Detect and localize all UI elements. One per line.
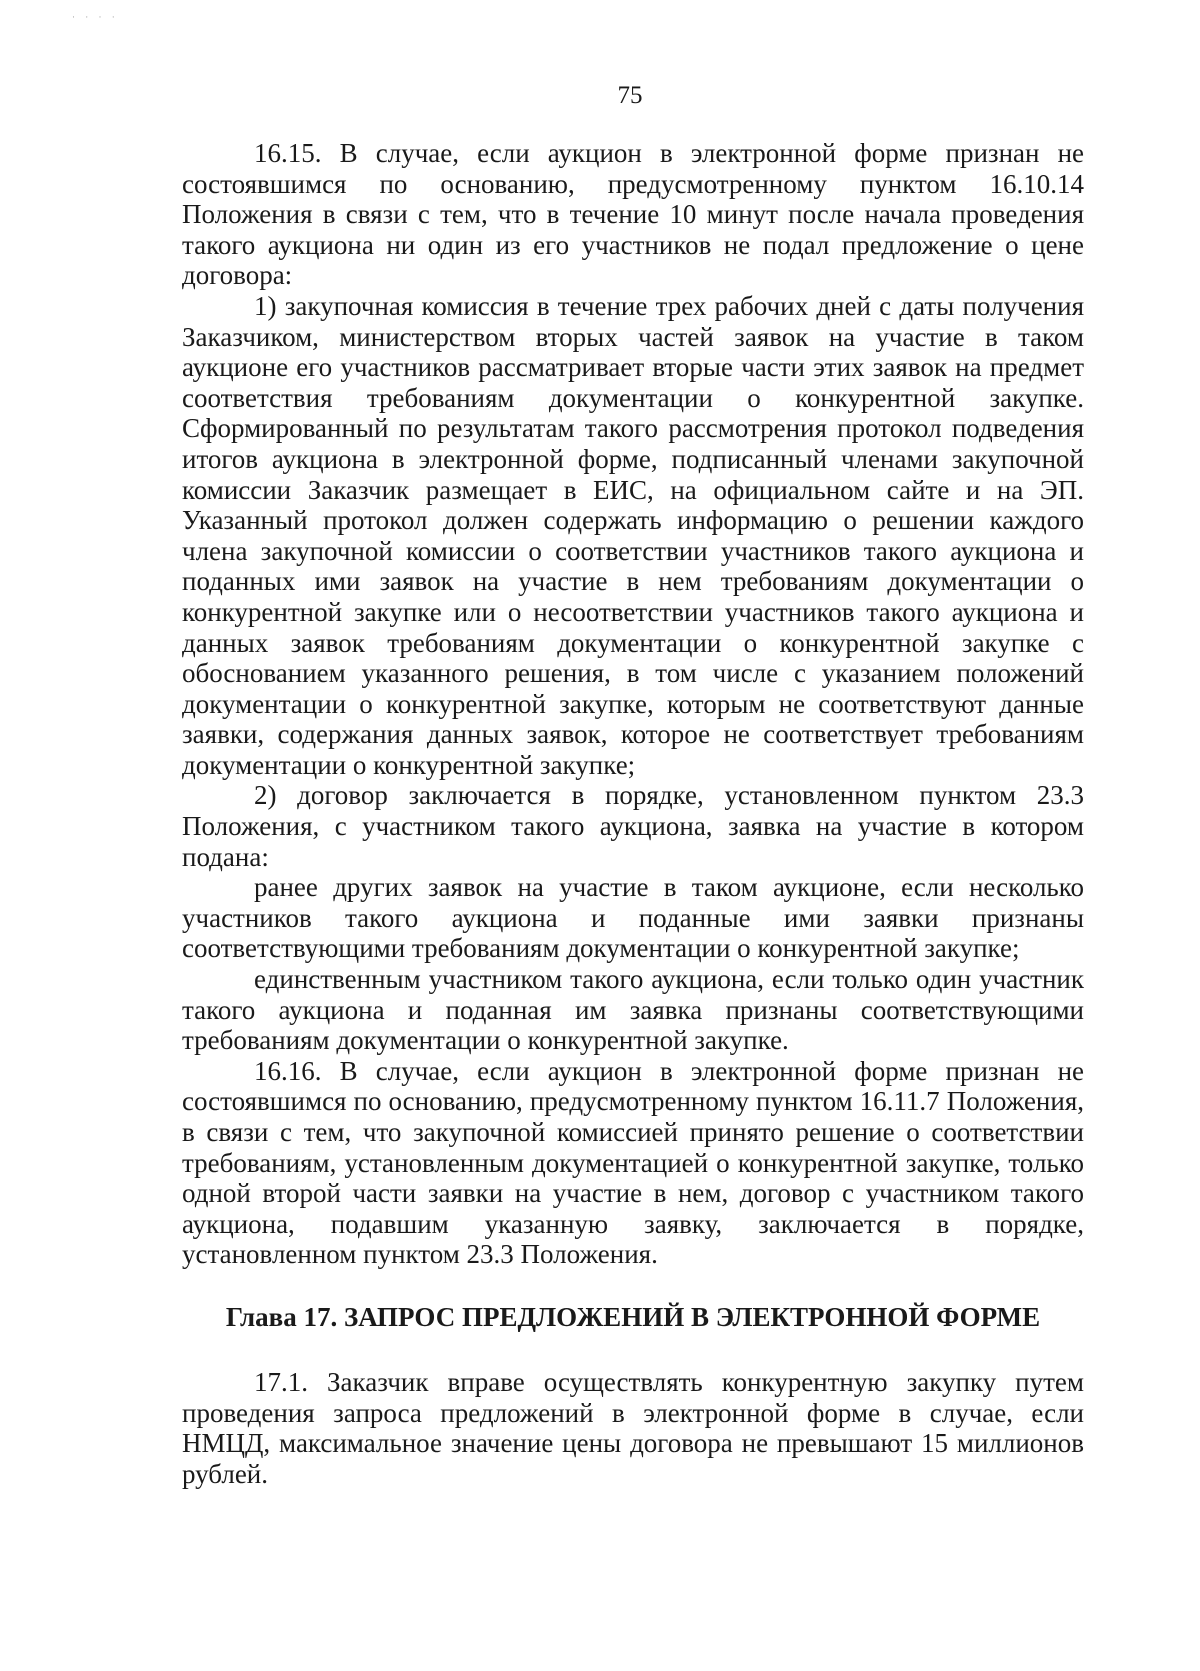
- chapter-heading: Глава 17. ЗАПРОС ПРЕДЛОЖЕНИЙ В ЭЛЕКТРОННОЙ ФОРМЕ: [225, 1301, 1041, 1332]
- paragraph-16-15-item-2-case-a: ранее других заявок на участие в таком аукционе, если несколько участников такого аукциона и поданные ими заявки признаны соответствующими требованиям документации о конкурентной закупке;: [182, 872, 1084, 964]
- paragraph-16-16: 16.16. В случае, если аукцион в электронной форме признан не состоявшимся по основанию, предусмотренному пунктом 16.11.7 Положения, в связи с тем, что закупочной комиссией принято решение о соответствии требованиям, установленным документацией о конкурентной закупке, только одной второй части заявки на участие в нем, договор с участником такого аукциона, подавшим указанную заявку, заключается в порядке, установленном пунктом 23.3 Положения.: [182, 1055, 1084, 1270]
- paragraph-16-15-item-2: 2) договор заключается в порядке, установленном пунктом 23.3 Положения, с участником такого аукциона, заявка на участие в котором подана:: [182, 780, 1084, 872]
- scan-artifact: · · · ·: [72, 12, 119, 22]
- paragraph-16-15: 16.15. В случае, если аукцион в электронной форме признан не состоявшимся по основанию, предусмотренному пунктом 16.10.14 Положения в связи с тем, что в течение 10 минут после начала проведения такого аукциона ни один из его участников не подал предложение о цене договора:: [182, 138, 1084, 291]
- document-body: [182, 138, 1084, 1489]
- paragraph-16-15-item-2-case-b: единственным участником такого аукциона, если только один участник такого аукциона и поданная им заявка признаны соответствующими требованиям документации о конкурентной закупке.: [182, 964, 1084, 1056]
- paragraph-16-15-item-1: 1) закупочная комиссия в течение трех рабочих дней с даты получения Заказчиком, министерством вторых частей заявок на участие в таком аукционе его участников рассматривает вторые части этих заявок на предмет соответствия требованиям документации о конкурентной закупке. Сформированный по результатам такого рассмотрения протокол подведения итогов аукциона в электронной форме, подписанный членами закупочной комиссии Заказчик размещает в ЕИС, на официальном сайте и на ЭП. Указанный протокол должен содержать информацию о решении каждого члена закупочной комиссии о соответствии участников такого аукциона и поданных ими заявок на участие в нем требованиям документации о конкурентной закупке или о несоответствии участников такого аукциона и данных заявок требованиям документации о конкурентной закупке с обоснованием указанного решения, в том числе с указанием положений документации о конкурентной закупке, которым не соответствуют данные заявки, содержания данных заявок, которое не соответствует требованиям документации о конкурентной закупке;: [182, 290, 1084, 780]
- paragraph-17-1: 17.1. Заказчик вправе осуществлять конкурентную закупку путем проведения запроса предложений в электронной форме в случае, если НМЦД, максимальное значение цены договора не превышают 15 миллионов рублей.: [182, 1366, 1084, 1489]
- page-number: 75: [617, 82, 643, 109]
